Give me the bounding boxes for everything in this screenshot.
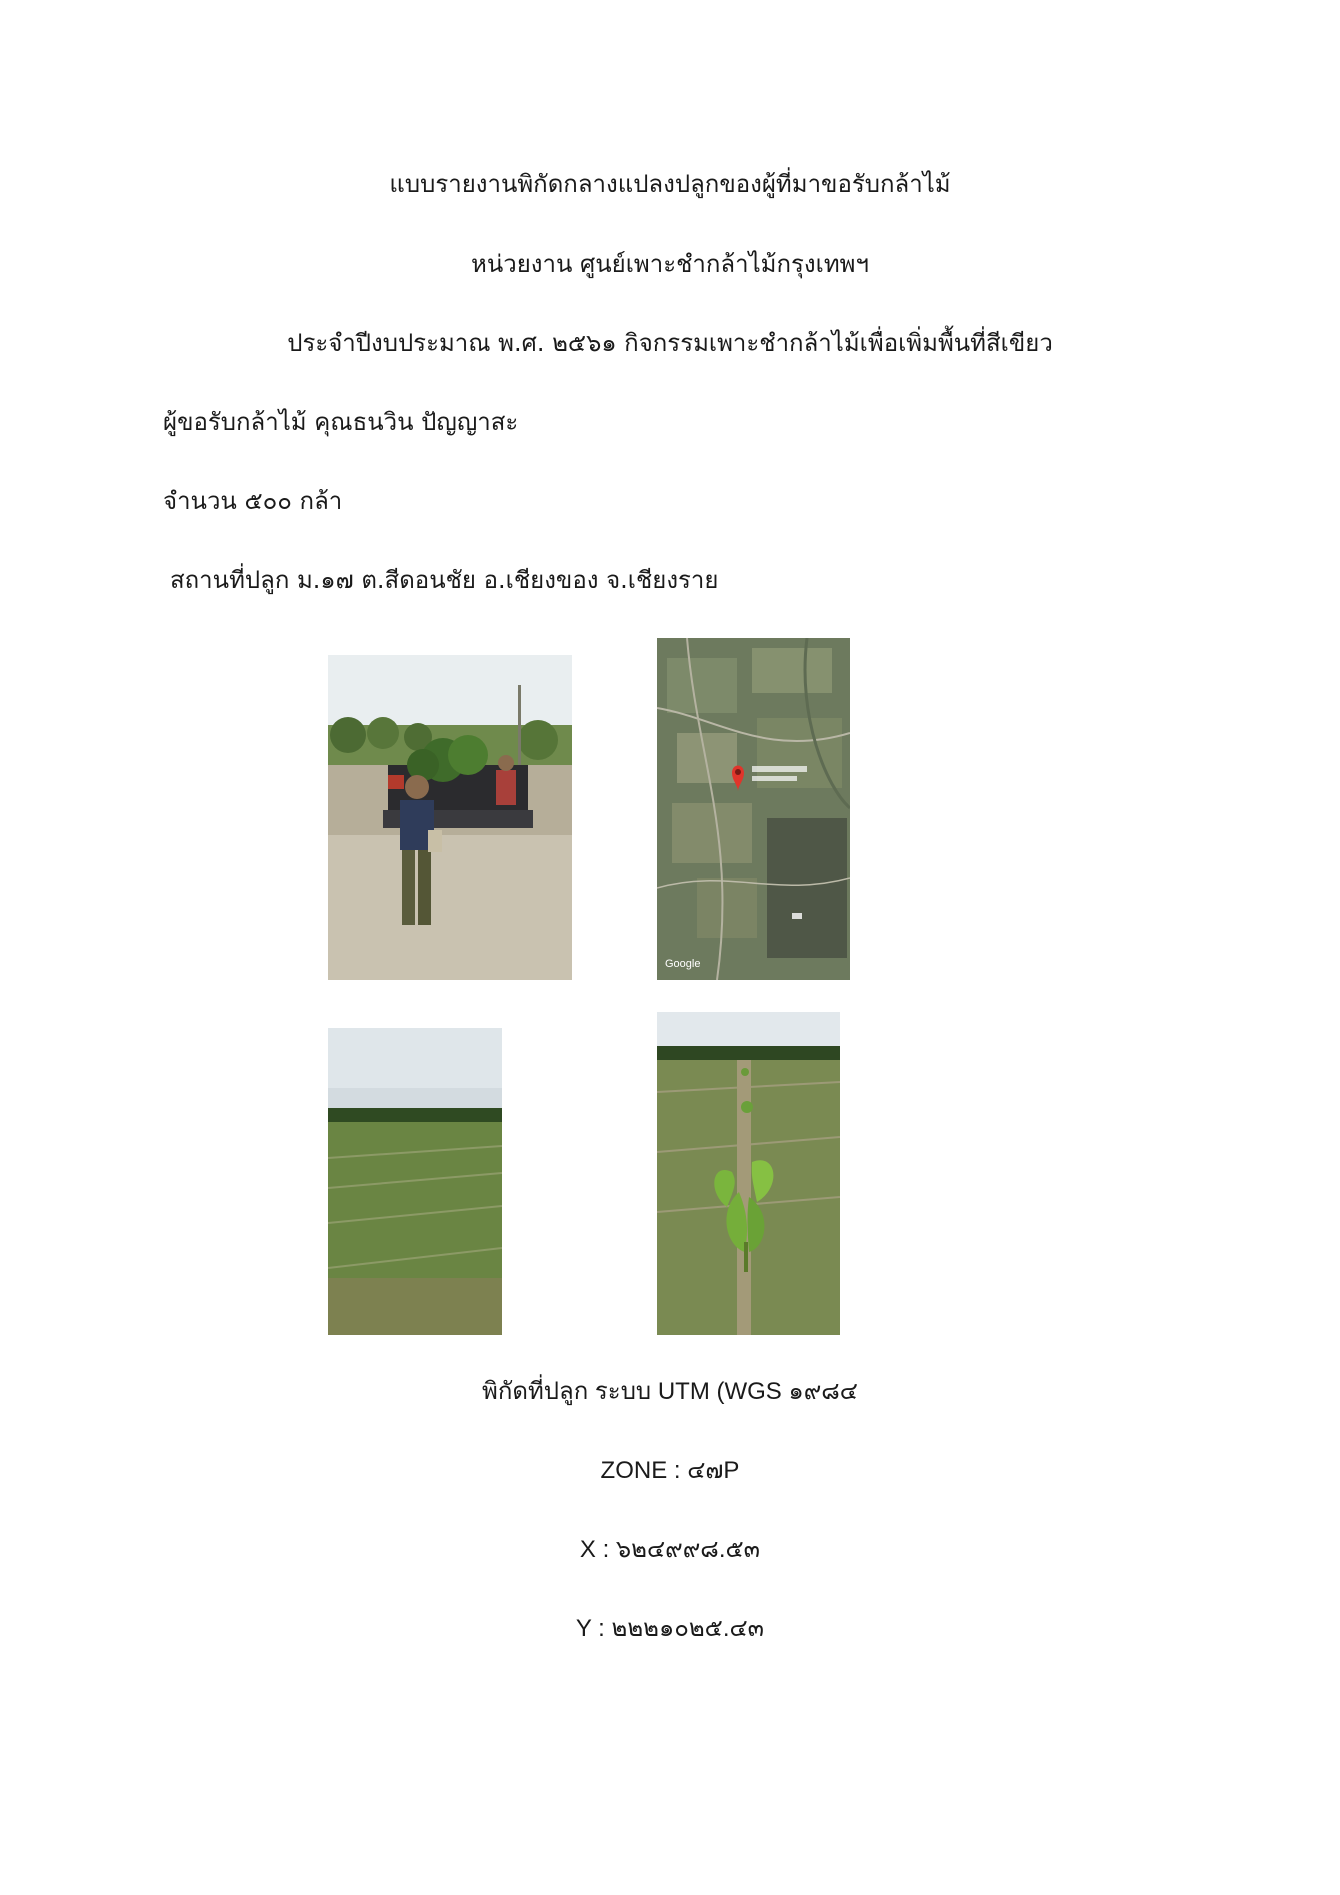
- utm-y-coordinate: Y : ๒๒๒๑๐๒๕.๔๓: [575, 1615, 765, 1642]
- planting-location: สถานที่ปลูก ม.๑๗ ต.สีดอนชัย อ.เชียงของ จ.เชียงราย: [170, 566, 719, 594]
- agency-name: หน่วยงาน ศูนย์เพาะชำกล้าไม้กรุงเทพฯ: [471, 250, 869, 278]
- utm-x-coordinate: X : ๖๒๔๙๙๘.๕๓: [579, 1536, 761, 1563]
- report-title: แบบรายงานพิกัดกลางแปลงปลูกของผู้ที่มาขอรับกล้าไม้: [389, 170, 951, 198]
- coordinate-system: พิกัดที่ปลูก ระบบ UTM (WGS ๑๙๘๔: [482, 1378, 858, 1405]
- seedling-quantity: จำนวน ๕๐๐ กล้า: [163, 487, 343, 515]
- satellite-map-image: [657, 638, 850, 980]
- fiscal-year-activity: ประจำปีงบประมาณ พ.ศ. ๒๕๖๑ กิจกรรมเพาะชำกล้าไม้เพื่อเพิ่มพื้นที่สีเขียว: [287, 329, 1053, 357]
- planted-field-photo: [328, 1028, 502, 1335]
- recipient-name: ผู้ขอรับกล้าไม้ คุณธนวิน ปัญญาสะ: [163, 408, 519, 436]
- recipient-with-seedlings-photo: [328, 655, 572, 980]
- utm-zone: ZONE : ๔๗P: [600, 1457, 740, 1484]
- seedling-row-photo: [657, 1012, 840, 1335]
- map-attribution: Google: [665, 958, 701, 970]
